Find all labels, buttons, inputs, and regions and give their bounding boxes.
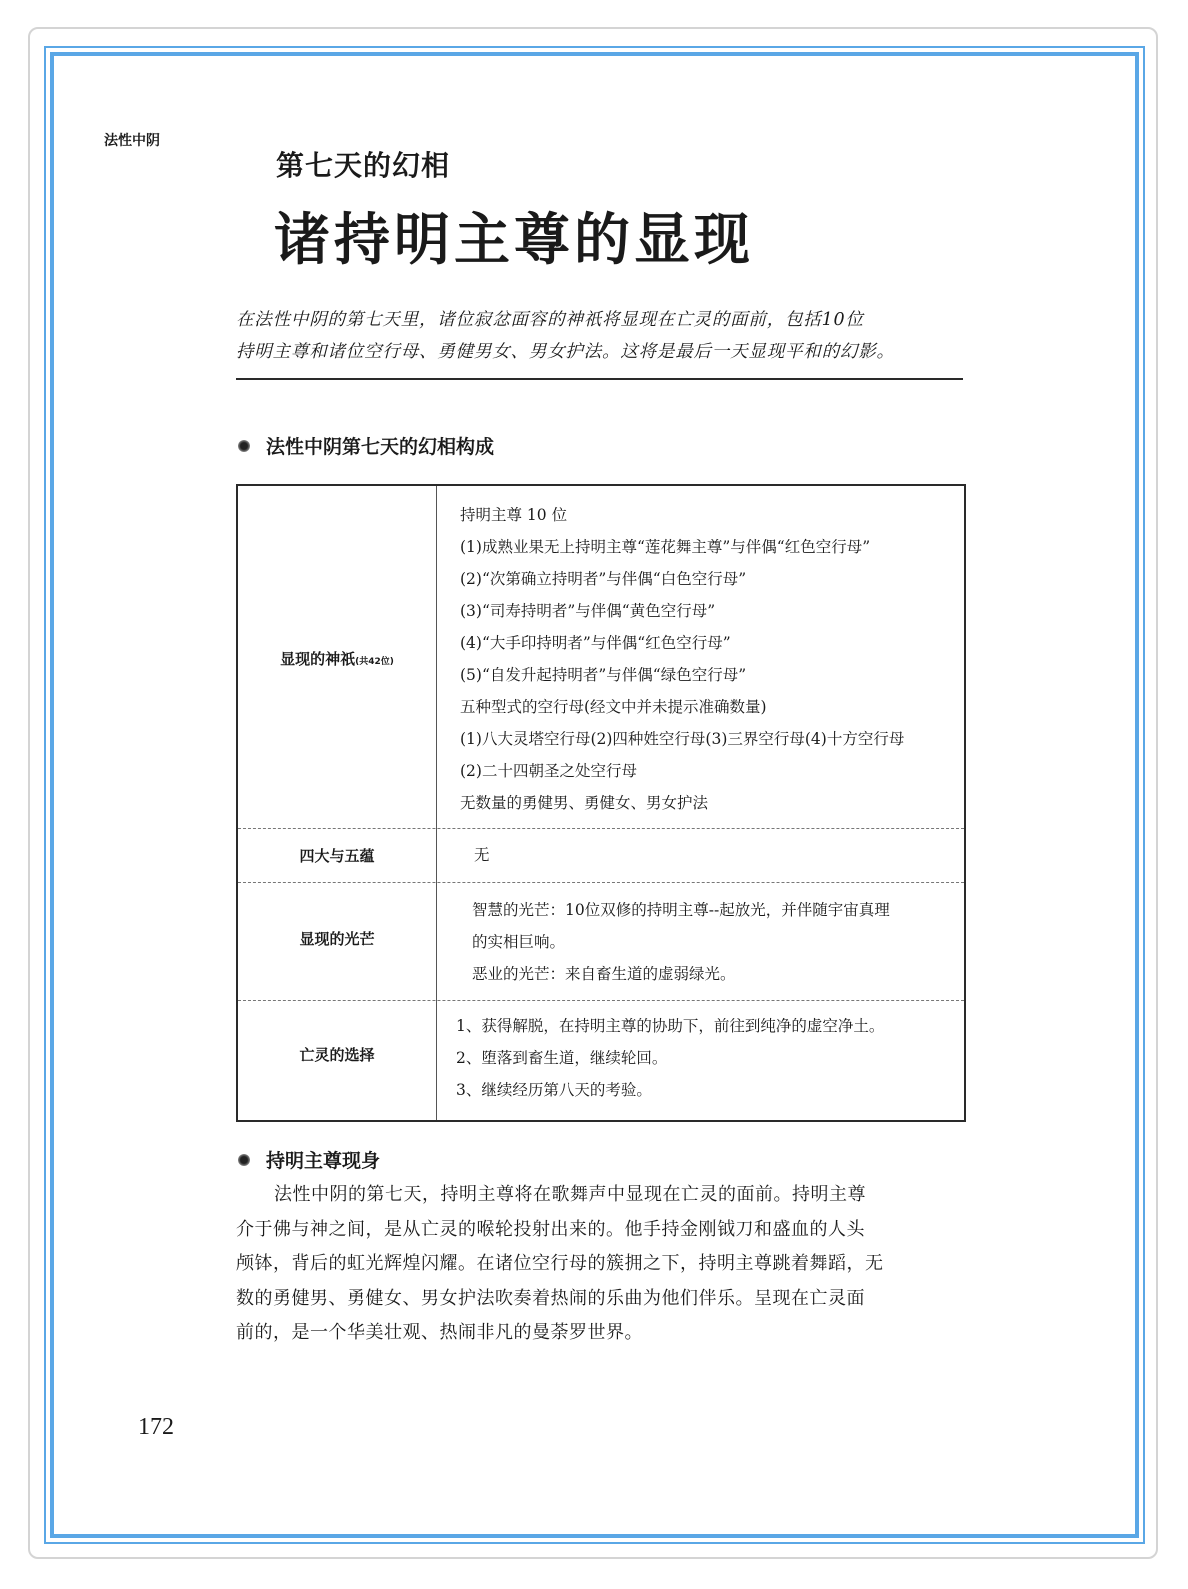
row-label-text: 显现的神祇 (280, 650, 356, 668)
paragraph-line: 颅钵，背后的虹光辉煌闪耀。在诸位空行母的簇拥之下，持明主尊跳着舞蹈，无 (236, 1253, 884, 1274)
content-line: (2)“次第确立持明者”与伴偶“白色空行母” (460, 570, 747, 588)
bullet-icon (238, 440, 250, 452)
content-line: 五种型式的空行母(经文中并未提示准确数量) (460, 698, 767, 716)
content-line: (4)“大手印持明者”与伴偶“红色空行母” (460, 634, 731, 652)
row-content (472, 894, 952, 990)
table-row (238, 882, 964, 1000)
content-line: (5)“自发升起持明者”与伴偶“绿色空行母” (460, 666, 747, 684)
section-heading (238, 432, 494, 459)
chapter-title: 诸持明主尊的显现 (274, 207, 754, 273)
horizontal-rule (236, 378, 963, 380)
paragraph-line: 数的勇健男、勇健女、男女护法吹奏着热闹的乐曲为他们伴乐。呈现在亡灵面 (236, 1287, 865, 1309)
page-number: 172 (138, 1414, 174, 1440)
content-line: 2、堕落到畜生道，继续轮回。 (456, 1049, 668, 1067)
content-line: 持明主尊 10 位 (460, 506, 568, 524)
table-row (238, 828, 964, 882)
row-content (474, 839, 952, 871)
row-label (238, 648, 436, 669)
section-heading-text: 法性中阴第七天的幻相构成 (266, 436, 495, 458)
content-line: (3)“司寿持明者”与伴偶“黄色空行母” (460, 602, 716, 620)
row-label: 显现的光芒 (299, 930, 375, 948)
content-line: (1)八大灵塔空行母(2)四种姓空行母(3)三界空行母(4)十方空行母 (460, 730, 905, 748)
row-content (456, 1010, 952, 1106)
body-paragraph (236, 1178, 971, 1351)
row-label: 四大与五蕴 (299, 847, 375, 865)
composition-table (236, 484, 966, 1122)
bullet-icon (238, 1154, 250, 1166)
content-line: 恶业的光芒：来自畜生道的虚弱绿光。 (472, 965, 736, 983)
row-label-note: (共42位) (355, 657, 394, 667)
content-line: 的实相巨响。 (472, 933, 566, 951)
content-line: 无数量的勇健男、勇健女、男女护法 (460, 794, 709, 812)
table-row (238, 486, 964, 828)
paragraph-line: 法性中阴的第七天，持明主尊将在歌舞声中显现在亡灵的面前。持明主尊 (274, 1184, 866, 1205)
paragraph-line: 前的，是一个华美壮观、热闹非凡的曼荼罗世界。 (236, 1322, 643, 1343)
content-line: (1)成熟业果无上持明主尊“莲花舞主尊”与伴偶“红色空行母” (460, 538, 871, 556)
running-head: 法性中阴 (104, 133, 160, 149)
paragraph-line: 介于佛与神之间，是从亡灵的喉轮投射出来的。他手持金刚钺刀和盛血的人头 (236, 1218, 865, 1240)
content-line: 3、继续经历第八天的考验。 (456, 1081, 652, 1099)
row-label: 亡灵的选择 (299, 1046, 375, 1064)
content-line: 智慧的光芒：10位双修的持明主尊--起放光，并伴随宇宙真理 (472, 901, 890, 919)
section-heading-text: 持明主尊现身 (266, 1150, 381, 1172)
intro-paragraph (236, 304, 971, 368)
intro-line: 在法性中阴的第七天里，诸位寂忿面容的神祇将显现在亡灵的面前，包括10位 (236, 310, 864, 330)
content-line: 1、获得解脱，在持明主尊的协助下，前往到纯净的虚空净土。 (456, 1017, 885, 1035)
content-line: (2)二十四朝圣之处空行母 (460, 762, 637, 780)
intro-line: 持明主尊和诸位空行母、勇健男女、男女护法。这将是最后一天显现平和的幻影。 (236, 342, 895, 362)
chapter-subtitle: 第七天的幻相 (276, 149, 451, 182)
table-row (238, 1000, 964, 1120)
content-line: 无 (474, 846, 490, 864)
row-content (460, 499, 952, 819)
section-heading (238, 1146, 380, 1173)
